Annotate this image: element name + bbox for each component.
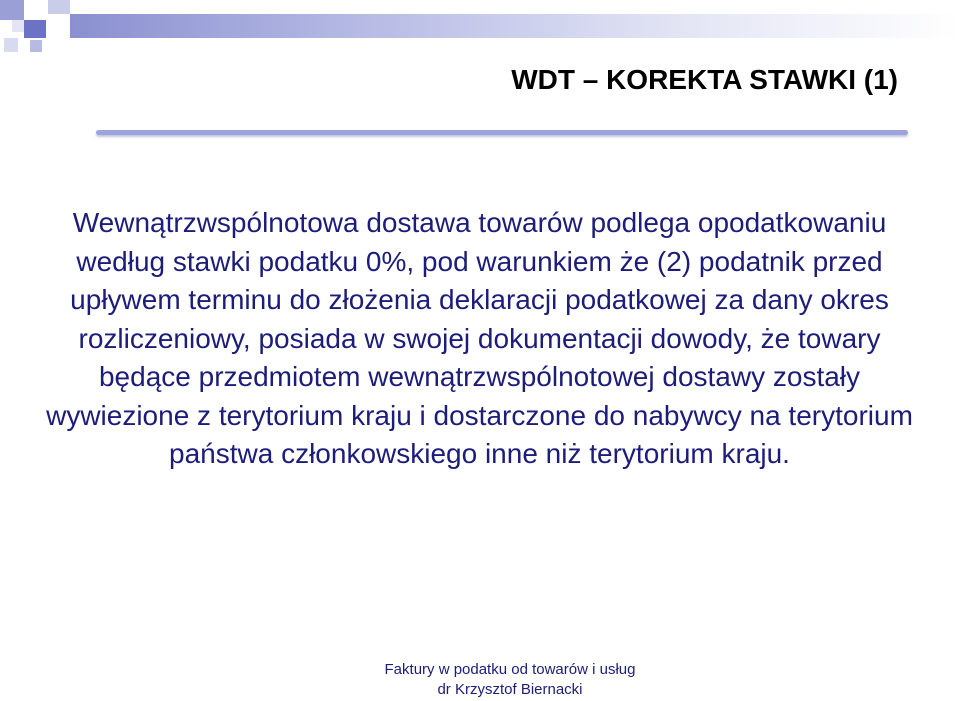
decorative-square — [12, 20, 24, 32]
top-gradient-band — [70, 14, 959, 38]
decorative-square — [4, 38, 18, 52]
slide-footer — [280, 660, 740, 700]
title-underline — [96, 130, 908, 135]
decorative-square — [0, 0, 24, 20]
decorative-square — [24, 0, 48, 20]
slide-title: WDT – KOREKTA STAWKI (1) — [511, 64, 898, 95]
decorative-square — [24, 20, 46, 38]
slide-body-text: Wewnątrzwspólnotowa dostawa towarów podlega opodatkowaniu według stawki podatku 0%, pod warunkiem że (2) podatnik przed upływem terminu do złożenia deklaracji podatkowej za dany okres rozliczeniowy, posiada w swojej dokumentacji dowody, że towary będące przedmiotem wewnątrzwspólnotowej dostawy zostały wywiezione z terytorium kraju i dostarczone do nabywcy na terytorium państwa członkowskiego inne niż terytorium kraju. — [46, 207, 913, 469]
footer-line-title: Faktury w podatku od towarów i usług — [384, 661, 636, 678]
footer-line-author: dr Krzysztof Biernacki — [437, 681, 583, 698]
decorative-square — [48, 0, 70, 14]
decorative-square — [30, 40, 42, 52]
